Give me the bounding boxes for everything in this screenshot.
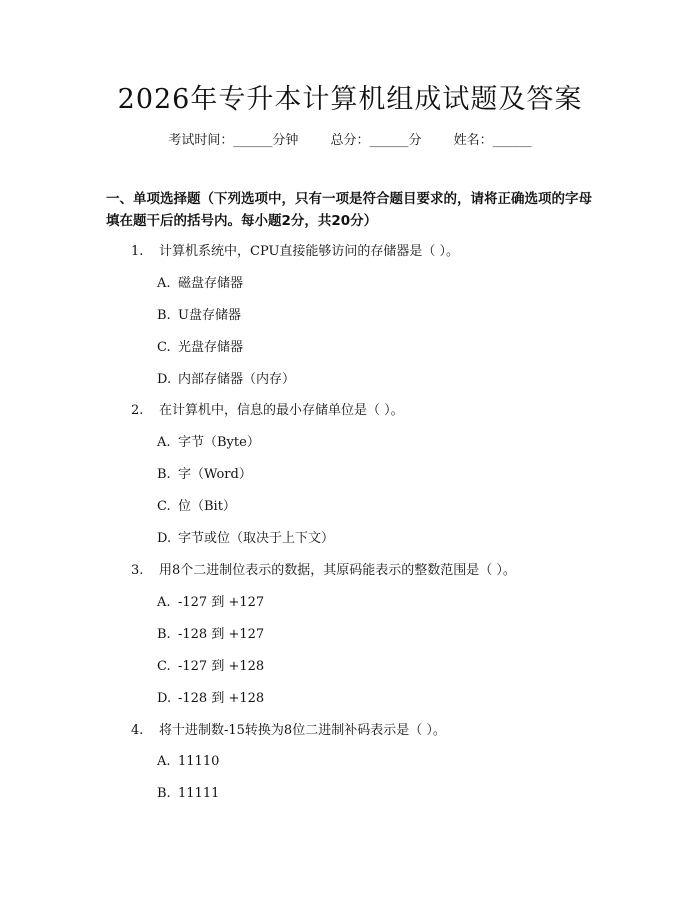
question-text: 在计算机中，信息的最小存储单位是（ ）。 — [159, 403, 404, 418]
option-item — [157, 497, 236, 517]
option-text: 字（Word） — [178, 467, 252, 482]
option-text: 磁盘存储器 — [178, 276, 244, 291]
option-text: -128 到 +127 — [178, 627, 265, 642]
option-item — [157, 657, 264, 677]
option-letter: B. — [157, 308, 171, 323]
option-letter: B. — [157, 467, 171, 482]
option-letter: A. — [157, 276, 171, 291]
option-item — [157, 784, 219, 804]
question-1 — [131, 242, 459, 262]
section-heading: 一、单项选择题（下列选项中，只有一项是符合题目要求的，请将正确选项的字母填在题干后的括号内。每小题2分，共20分） — [106, 191, 592, 229]
option-letter: B. — [157, 627, 171, 642]
option-text: 字节或位（取决于上下文） — [178, 531, 335, 546]
question-text: 将十进制数-15转换为8位二进制补码表示是（ ）。 — [159, 723, 446, 738]
option-item — [157, 338, 243, 358]
option-text: -127 到 +127 — [178, 595, 265, 610]
option-item — [157, 689, 264, 709]
option-text: -127 到 +128 — [178, 659, 265, 674]
option-text: 11111 — [178, 786, 220, 801]
option-item — [157, 274, 243, 294]
exam-meta — [0, 131, 700, 151]
option-letter: A. — [157, 435, 171, 450]
question-number: 3. — [131, 563, 144, 578]
option-text: -128 到 +128 — [178, 691, 265, 706]
option-item — [157, 433, 260, 453]
option-letter: C. — [157, 340, 171, 355]
option-letter: C. — [157, 659, 171, 674]
option-text: 光盘存储器 — [178, 340, 244, 355]
option-item — [157, 370, 295, 390]
option-item — [157, 465, 252, 485]
name-field: 姓名：______ — [453, 133, 532, 148]
question-text: 用8个二进制位表示的数据，其原码能表示的整数范围是（ ）。 — [159, 563, 516, 578]
question-number: 4. — [131, 723, 144, 738]
option-letter: D. — [157, 372, 172, 387]
question-3 — [131, 561, 516, 581]
question-text: 计算机系统中，CPU直接能够访问的存储器是（ ）。 — [159, 244, 460, 259]
question-number: 1. — [131, 244, 144, 259]
option-item — [157, 529, 334, 549]
option-letter: C. — [157, 499, 171, 514]
option-item — [157, 593, 264, 613]
option-letter: A. — [157, 754, 171, 769]
exam-time-field: 考试时间：______分钟 — [168, 133, 299, 148]
question-4 — [131, 721, 446, 741]
page-title: 2026年专升本计算机组成试题及答案 — [117, 84, 583, 115]
total-score-field: 总分：______分 — [330, 133, 422, 148]
option-text: 内部存储器（内存） — [178, 372, 296, 387]
option-letter: A. — [157, 595, 171, 610]
option-letter: D. — [157, 531, 172, 546]
question-2 — [131, 401, 404, 421]
option-text: 位（Bit） — [178, 499, 236, 514]
option-letter: D. — [157, 691, 172, 706]
option-letter: B. — [157, 786, 171, 801]
option-text: 11110 — [178, 754, 220, 769]
option-text: U盘存储器 — [178, 308, 241, 323]
option-item — [157, 625, 264, 645]
option-item — [157, 306, 241, 326]
question-number: 2. — [131, 403, 144, 418]
option-text: 字节（Byte） — [178, 435, 260, 450]
option-item — [157, 752, 219, 772]
